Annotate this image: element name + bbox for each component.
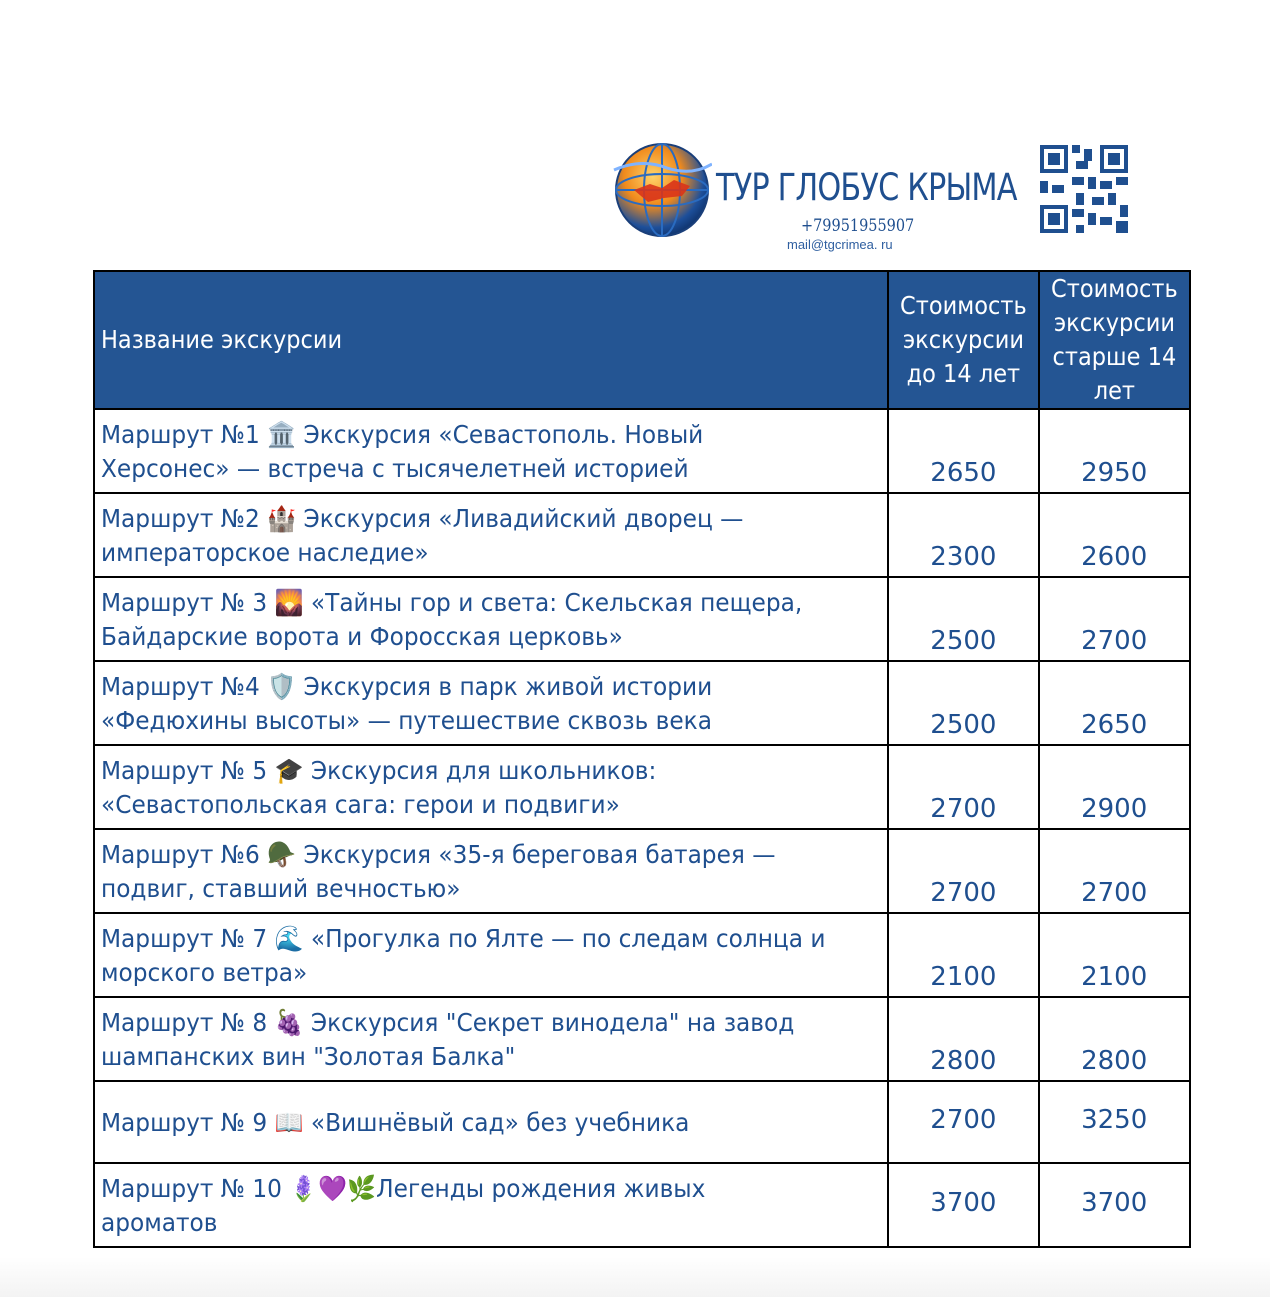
price-under-14-cell: 2650 xyxy=(888,409,1039,493)
excursion-name-cell: Маршрут № 3 🌄 «Тайны гор и света: Скельская пещера, Байдарские ворота и Форосская церковь» xyxy=(94,577,888,661)
price-over-14-cell: 2700 xyxy=(1039,829,1190,913)
header-price-under-14: Стоимость экскурсии до 14 лет xyxy=(888,271,1039,409)
table-row xyxy=(94,1081,1190,1163)
price-over-14-cell: 2650 xyxy=(1039,661,1190,745)
price-over-14-cell: 2800 xyxy=(1039,997,1190,1081)
price-over-14-cell: 2100 xyxy=(1039,913,1190,997)
price-under-14-cell: 2700 xyxy=(888,1081,1039,1163)
excursion-name-cell: Маршрут № 8 🍇 Экскурсия "Секрет винодела" на завод шампанских вин "Золотая Балка" xyxy=(94,997,888,1081)
table-row xyxy=(94,493,1190,577)
table-row xyxy=(94,913,1190,997)
excursion-name-cell: Маршрут №2 🏰 Экскурсия «Ливадийский дворец — императорское наследие» xyxy=(94,493,888,577)
excursion-price-table xyxy=(93,270,1191,1248)
table-row xyxy=(94,409,1190,493)
price-under-14-cell: 2100 xyxy=(888,913,1039,997)
price-under-14-cell: 3700 xyxy=(888,1163,1039,1247)
table-row xyxy=(94,1163,1190,1247)
excursion-name-cell: Маршрут №4 🛡️ Экскурсия в парк живой истории «Федюхины высоты» — путешествие сквозь века xyxy=(94,661,888,745)
price-under-14-cell: 2500 xyxy=(888,577,1039,661)
qr-code-icon xyxy=(1040,145,1128,233)
price-over-14-cell: 2900 xyxy=(1039,745,1190,829)
header-price-over-14: Стоимость экскурсии старше 14 лет xyxy=(1039,271,1190,409)
price-over-14-cell: 3250 xyxy=(1039,1081,1190,1163)
brand-header xyxy=(608,138,1017,258)
globe-crimea-icon xyxy=(612,140,712,240)
page-bottom-shade xyxy=(0,1257,1270,1297)
excursion-name-cell: Маршрут № 10 🪻💜🌿Легенды рождения живых ароматов xyxy=(94,1163,888,1247)
price-under-14-cell: 2300 xyxy=(888,493,1039,577)
price-over-14-cell: 2950 xyxy=(1039,409,1190,493)
excursion-name-cell: Маршрут №1 🏛️ Экскурсия «Севастополь. Новый Херсонес» — встреча с тысячелетней историей xyxy=(94,409,888,493)
table-row xyxy=(94,997,1190,1081)
brand-email: mail@tgcrimea. ru xyxy=(787,237,893,252)
table-header-row xyxy=(94,271,1190,409)
excursion-name-cell: Маршрут № 9 📖 «Вишнёвый сад» без учебника xyxy=(94,1081,888,1163)
price-under-14-cell: 2500 xyxy=(888,661,1039,745)
price-under-14-cell: 2700 xyxy=(888,745,1039,829)
price-under-14-cell: 2700 xyxy=(888,829,1039,913)
table-row xyxy=(94,745,1190,829)
header-excursion-name: Название экскурсии xyxy=(94,271,888,409)
table-row xyxy=(94,661,1190,745)
excursion-name-cell: Маршрут №6 🪖 Экскурсия «35-я береговая батарея — подвиг, ставший вечностью» xyxy=(94,829,888,913)
excursion-name-cell: Маршрут № 5 🎓 Экскурсия для школьников: «Севастопольская сага: герои и подвиги» xyxy=(94,745,888,829)
excursion-name-cell: Маршрут № 7 🌊 «Прогулка по Ялте — по следам солнца и морского ветра» xyxy=(94,913,888,997)
brand-phone: +79951955907 xyxy=(801,216,915,236)
brand-name: ТУР ГЛОБУС КРЫМА xyxy=(716,166,1017,209)
price-over-14-cell: 2700 xyxy=(1039,577,1190,661)
price-under-14-cell: 2800 xyxy=(888,997,1039,1081)
table-row xyxy=(94,829,1190,913)
table-row xyxy=(94,577,1190,661)
price-over-14-cell: 3700 xyxy=(1039,1163,1190,1247)
price-over-14-cell: 2600 xyxy=(1039,493,1190,577)
